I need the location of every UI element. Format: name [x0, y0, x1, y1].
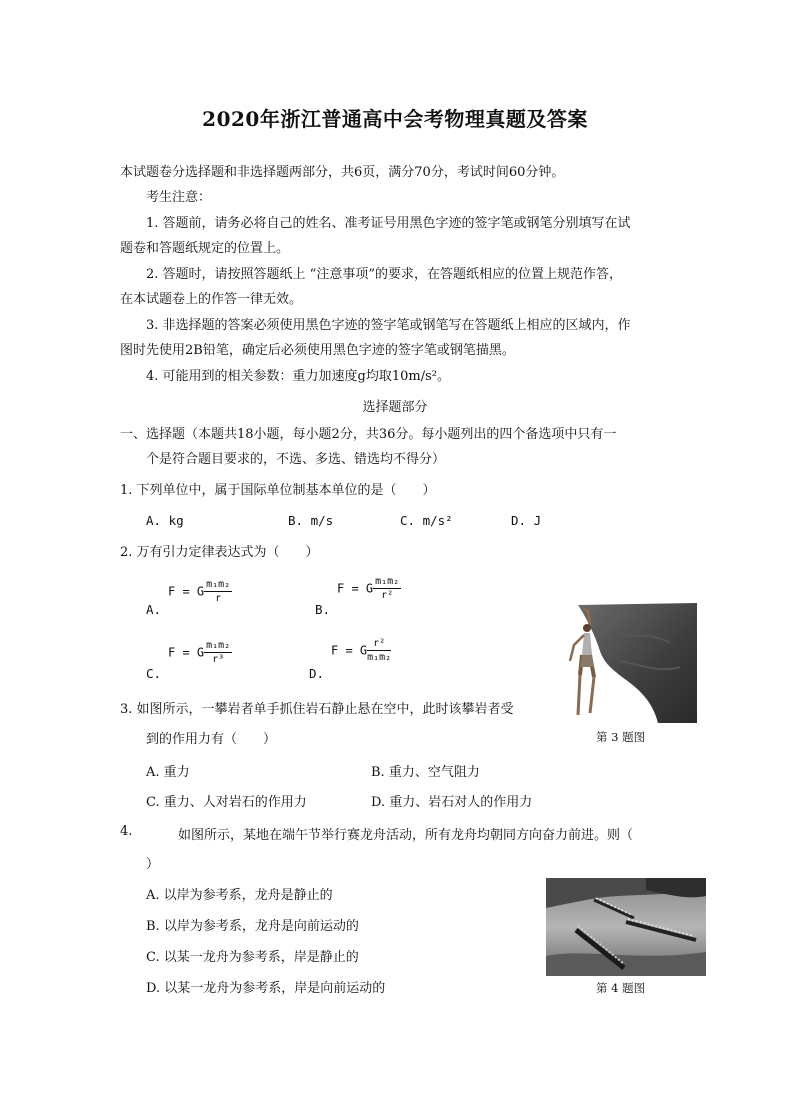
part1-a: 一、选择题（本题共18小题，每小题2分，共36分。每小题列出的四个备选项中只有一: [120, 427, 617, 442]
q3-option-b: B. 重力、空气阻力: [371, 765, 480, 780]
q2-formula-b: [337, 575, 401, 603]
q2-formula-c: [168, 639, 232, 667]
notice-1a: 1. 答题前，请务必将自己的姓名、准考证号用黑色字迹的签字笔或钢笔分别填写在试: [146, 216, 631, 231]
q4-option-d: D. 以某一龙舟为参考系，岸是向前运动的: [146, 981, 386, 996]
q2-formula-a-denominator: r: [215, 593, 222, 604]
q2-formula-d-prefix: F = G: [331, 643, 368, 658]
intro-line: 本试题卷分选择题和非选择题两部分，共6页，满分70分，考试时间60分钟。: [120, 165, 565, 180]
q2-label-b: B.: [315, 602, 331, 617]
q1-option-d: D. J: [511, 513, 542, 528]
q3-option-c: C. 重力、人对岩石的作用力: [146, 795, 307, 810]
q2-formula-c-prefix: F = G: [168, 645, 205, 660]
dragon-boat-photo: [546, 878, 706, 976]
q2-formula-b-numerator: m₁m₂: [375, 576, 400, 587]
q3-stem-b: 到的作用力有（ ）: [146, 732, 277, 747]
notice-2a: 2. 答题时，请按照答题纸上 “注意事项”的要求，在答题纸相应的位置上规范作答，: [146, 267, 622, 282]
q3-stem-a: 3. 如图所示，一攀岩者单手抓住岩石静止悬在空中，此时该攀岩者受: [120, 702, 514, 717]
q2-formula-c-numerator: m₁m₂: [206, 640, 231, 651]
q4-option-a: A. 以岸为参考系，龙舟是静止的: [146, 888, 333, 903]
notice-3a: 3. 非选择题的答案必须使用黑色字迹的签字笔或钢笔写在答题纸上相应的区域内，作: [146, 318, 631, 333]
q2-label-d: D.: [309, 666, 325, 681]
q2-formula-a-prefix: F = G: [168, 584, 205, 599]
notice-title: 考生注意：: [146, 190, 212, 205]
q2-label-c: C.: [146, 666, 162, 681]
q2-formula-b-prefix: F = G: [337, 581, 374, 596]
q4-stem-b: ）: [146, 857, 160, 872]
q2-formula-a-numerator: m₁m₂: [206, 579, 231, 590]
page-title: 2020年浙江普通高中会考物理真题及答案: [202, 107, 588, 131]
notice-1b: 题卷和答题纸规定的位置上。: [120, 241, 290, 256]
climber-photo: [560, 603, 697, 723]
q3-figure-caption: 第 3 题图: [596, 730, 646, 744]
part1-b: 个是符合题目要求的，不选、多选、错选均不得分）: [146, 452, 446, 467]
notice-3b: 图时先使用2B铅笔，确定后必须使用黑色字迹的签字笔或钢笔描黑。: [120, 343, 515, 358]
q2-formula-d-numerator: r²: [367, 637, 391, 651]
q4-option-b: B. 以岸为参考系，龙舟是向前运动的: [146, 919, 359, 934]
q2-formula-d: [331, 637, 391, 665]
notice-4: 4. 可能用到的相关参数：重力加速度g均取10m/s²。: [146, 369, 450, 384]
climber-illustration: [560, 603, 697, 723]
q2-label-a: A.: [146, 602, 162, 617]
q2-formula-b-denominator: r²: [381, 590, 394, 601]
section-heading: 选择题部分: [362, 400, 428, 415]
q4-figure-caption: 第 4 题图: [596, 981, 646, 995]
q2-stem: 2. 万有引力定律表达式为（ ）: [120, 545, 319, 560]
q2-formula-a: [168, 578, 232, 606]
q4-number: 4.: [120, 824, 133, 839]
q2-formula-d-denominator: m₁m₂: [367, 652, 392, 663]
q3-option-a: A. 重力: [146, 765, 190, 780]
q1-option-b: B. m/s: [288, 513, 334, 528]
q1-option-c: C. m/s²: [400, 513, 453, 528]
q1-stem: 1. 下列单位中，属于国际单位制基本单位的是（ ）: [120, 483, 436, 498]
notice-2b: 在本试题卷上的作答一律无效。: [120, 292, 303, 307]
dragon-boat-illustration: [546, 878, 706, 976]
q4-option-c: C. 以某一龙舟为参考系，岸是静止的: [146, 950, 359, 965]
q3-option-d: D. 重力、岩石对人的作用力: [371, 795, 533, 810]
q4-stem-a: 如图所示，某地在端午节举行赛龙舟活动，所有龙舟均朝同方向奋力前进。则（: [178, 828, 634, 843]
q1-option-a: A. kg: [146, 513, 184, 528]
q2-formula-c-denominator: r³: [212, 654, 225, 665]
